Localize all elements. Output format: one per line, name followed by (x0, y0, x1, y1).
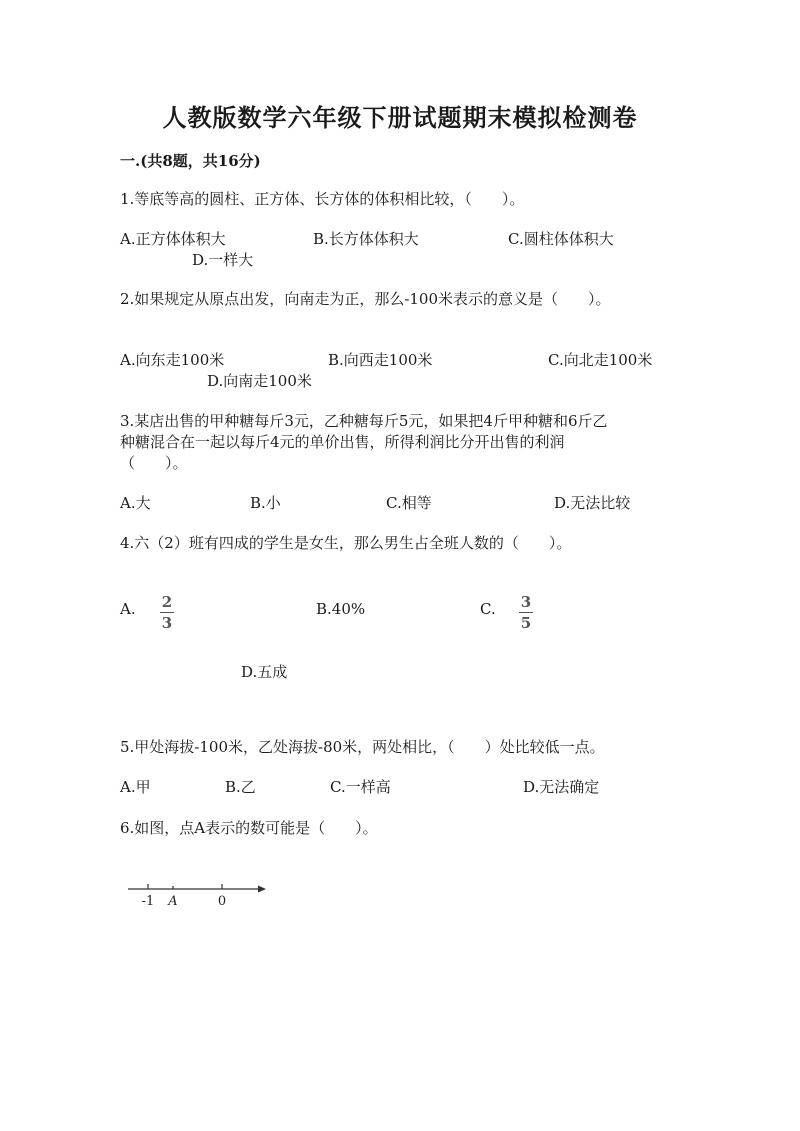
label-a: A (168, 894, 178, 909)
q4-option-c-label: C. (480, 600, 496, 618)
label-minus-one: -1 (141, 894, 155, 909)
question-3-line-2: 种糖混合在一起以每斤4元的单价出售，所得利润比分开出售的利润 (120, 433, 565, 451)
fraction-bar (519, 612, 533, 613)
page-title: 人教版数学六年级下册试题期末模拟检测卷 (162, 103, 638, 132)
label-zero: 0 (217, 894, 227, 909)
q1-option-c: C.圆柱体体积大 (508, 230, 614, 248)
q5-option-a: A.甲 (120, 778, 151, 796)
q5-option-b: B.乙 (225, 778, 256, 796)
q3-option-c: C.相等 (386, 494, 432, 512)
q1-option-d: D.一样大 (192, 251, 254, 269)
q4-option-a-fraction (160, 593, 174, 632)
q4-option-d: D.五成 (241, 663, 288, 681)
q4-option-a-label: A. (120, 600, 136, 618)
q5-option-d: D.无法确定 (523, 778, 600, 796)
q3-option-a: A.大 (120, 494, 151, 512)
number-line-figure (128, 880, 278, 914)
q4-option-b: B.40% (316, 600, 366, 618)
fraction-denominator: 3 (161, 614, 173, 632)
q2-option-d: D.向南走100米 (207, 372, 312, 390)
number-line-arrow-icon (258, 886, 266, 893)
q1-option-a: A.正方体体积大 (120, 230, 226, 248)
q3-option-d: D.无法比较 (554, 494, 631, 512)
q5-option-c: C.一样高 (330, 778, 391, 796)
fraction-numerator: 3 (520, 593, 532, 611)
section-heading: 一.(共8题，共16分) (120, 152, 261, 170)
fraction-bar (160, 612, 174, 613)
question-5: 5.甲处海拔-100米，乙处海拔-80米，两处相比，（ ）处比较低一点。 (120, 738, 605, 756)
fraction-denominator: 5 (520, 614, 532, 632)
q4-option-c-fraction (519, 593, 533, 632)
q2-option-b: B.向西走100米 (328, 351, 433, 369)
question-4: 4.六（2）班有四成的学生是女生，那么男生占全班人数的（ ）。 (120, 534, 572, 552)
q2-option-a: A.向东走100米 (120, 351, 225, 369)
question-3-line-1: 3.某店出售的甲种糖每斤3元，乙种糖每斤5元，如果把4斤甲种糖和6斤乙 (120, 412, 608, 430)
question-2: 2.如果规定从原点出发，向南走为正，那么-100米表示的意义是（ ）。 (120, 290, 611, 308)
q1-option-b: B.长方体体积大 (313, 230, 419, 248)
q2-option-c: C.向北走100米 (548, 351, 653, 369)
question-1: 1.等底等高的圆柱、正方体、长方体的体积相比较，（ ）。 (120, 190, 525, 208)
question-3-line-3: （ ）。 (120, 454, 188, 472)
fraction-numerator: 2 (161, 593, 173, 611)
question-6: 6.如图，点A表示的数可能是（ ）。 (120, 819, 378, 837)
q3-option-b: B.小 (250, 494, 281, 512)
